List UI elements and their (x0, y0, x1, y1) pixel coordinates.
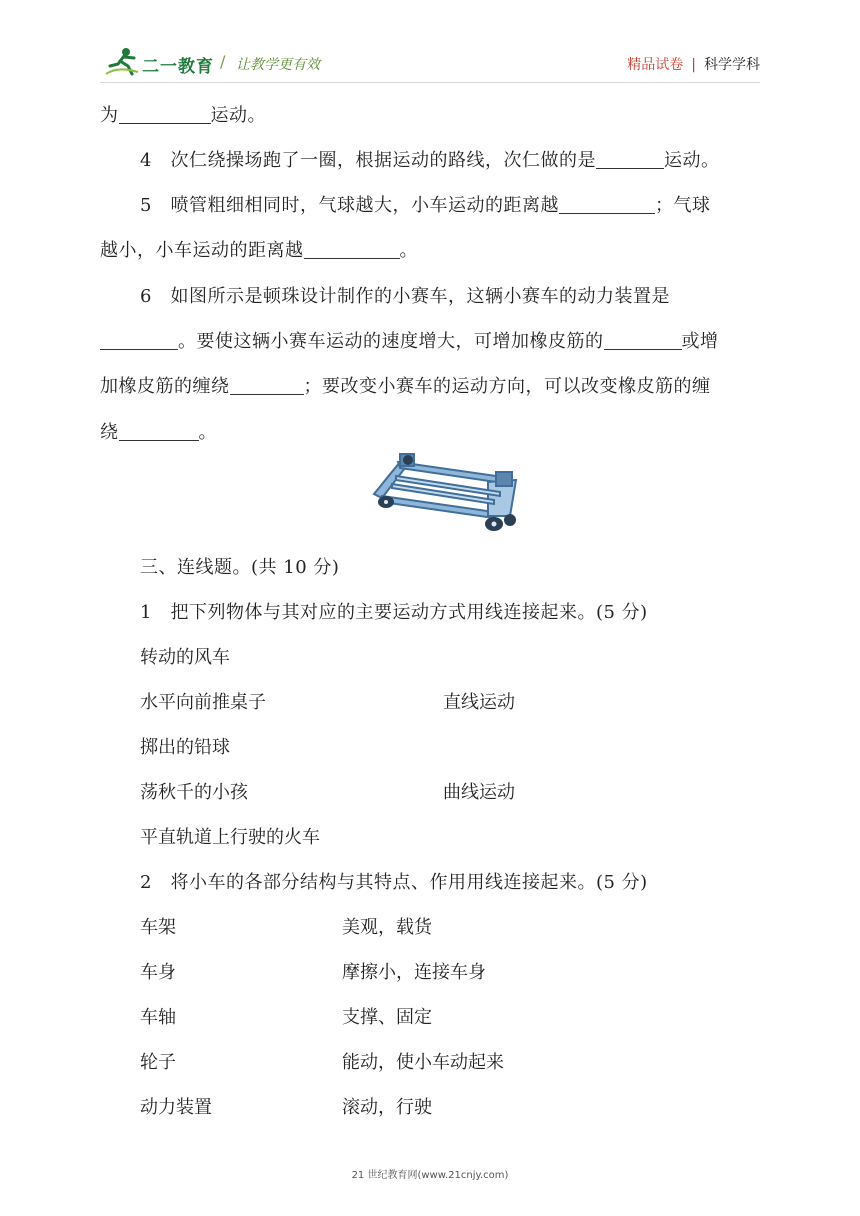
page-footer: 21 世纪教育网(www.21cnjy.com) (351, 1170, 509, 1181)
question-6-line2 (100, 327, 719, 353)
q3-suffix: 运动。 (210, 105, 266, 126)
question-6-line4 (100, 418, 217, 444)
q1-right-item[interactable]: 直线运动 (443, 692, 515, 713)
answer-blank[interactable] (119, 422, 199, 441)
question-5-line1 (140, 191, 710, 217)
q2-right-item[interactable]: 能动，使小车动起来 (342, 1052, 504, 1073)
answer-blank[interactable] (559, 195, 655, 214)
q4-suffix: 运动。 (663, 150, 720, 171)
q3-prefix: 为 (100, 105, 119, 126)
answer-blank[interactable] (119, 105, 211, 124)
q2-left-item[interactable]: 车身 (140, 962, 176, 983)
q2-right-item[interactable]: 美观，载货 (342, 917, 432, 938)
q6-text-3: 或增 (681, 331, 719, 352)
q6-text: 6 如图所示是顿珠设计制作的小赛车，这辆小赛车的动力装置是 (140, 286, 670, 307)
question-6-line1 (140, 282, 670, 308)
subject-label: 科学学科 (704, 57, 760, 73)
matching-q1-prompt: 1 把下列物体与其对应的主要运动方式用线连接起来。(5 分) (140, 602, 648, 623)
q2-left-item[interactable]: 车轴 (140, 1007, 176, 1028)
answer-blank[interactable] (230, 376, 304, 395)
logo (104, 44, 334, 84)
q5-suffix-2: 。 (399, 240, 418, 261)
quality-badge: 精品试卷 (627, 57, 684, 73)
section-3-title: 三、连线题。(共 10 分) (140, 557, 340, 578)
q1-left-item[interactable]: 掷出的铅球 (140, 737, 230, 758)
q5-text-2: 越小，小车运动的距离越 (100, 240, 304, 261)
page-header (0, 0, 860, 90)
answer-blank[interactable] (100, 331, 178, 350)
logo-name: 二一教育 (142, 57, 214, 77)
header-separator: | (691, 57, 696, 73)
logo-divider: / (220, 52, 226, 71)
matching-q2-prompt: 2 将小车的各部分结构与其特点、作用用线连接起来。(5 分) (140, 872, 648, 893)
race-car-figure (370, 452, 522, 536)
q4-text: 4 次仁绕操场跑了一圈，根据运动的路线，次仁做的是 (140, 150, 596, 171)
logo-slogan: 让教学更有效 (236, 57, 320, 73)
q6-text-5: ；要改变小赛车的运动方向，可以改变橡皮筋的缠 (303, 376, 711, 397)
question-5-line2 (100, 236, 418, 262)
q5-suffix: ；气球 (654, 195, 711, 216)
header-divider (100, 82, 760, 83)
question-4 (140, 146, 719, 172)
q2-left-item[interactable]: 轮子 (140, 1052, 176, 1073)
answer-blank[interactable] (596, 150, 664, 169)
q6-text-6: 绕 (100, 422, 119, 443)
answer-blank[interactable] (604, 331, 682, 350)
q2-left-item[interactable]: 动力装置 (140, 1097, 212, 1118)
q1-left-item[interactable]: 转动的风车 (140, 647, 230, 668)
runner-logo-icon (104, 46, 140, 78)
q3-continuation (100, 101, 266, 127)
q2-left-item[interactable]: 车架 (140, 917, 176, 938)
q6-text-4: 加橡皮筋的缠绕 (100, 376, 230, 397)
q2-right-item[interactable]: 支撑、固定 (342, 1007, 432, 1028)
q6-text-2: 。要使这辆小赛车运动的速度增大，可增加橡皮筋的 (178, 331, 604, 352)
question-6-line3 (100, 372, 711, 398)
q6-text-7: 。 (198, 422, 217, 443)
q1-left-item[interactable]: 荡秋千的小孩 (140, 782, 248, 803)
q2-right-item[interactable]: 滚动，行驶 (342, 1097, 432, 1118)
q5-text: 5 喷管粗细相同时，气球越大，小车运动的距离越 (140, 195, 559, 216)
answer-blank[interactable] (304, 240, 400, 259)
q1-right-item[interactable]: 曲线运动 (443, 782, 515, 803)
q1-left-item[interactable]: 平直轨道上行驶的火车 (140, 827, 320, 848)
q2-right-item[interactable]: 摩擦小，连接车身 (342, 962, 486, 983)
header-subject-info (627, 54, 760, 74)
q1-left-item[interactable]: 水平向前推桌子 (140, 692, 266, 713)
